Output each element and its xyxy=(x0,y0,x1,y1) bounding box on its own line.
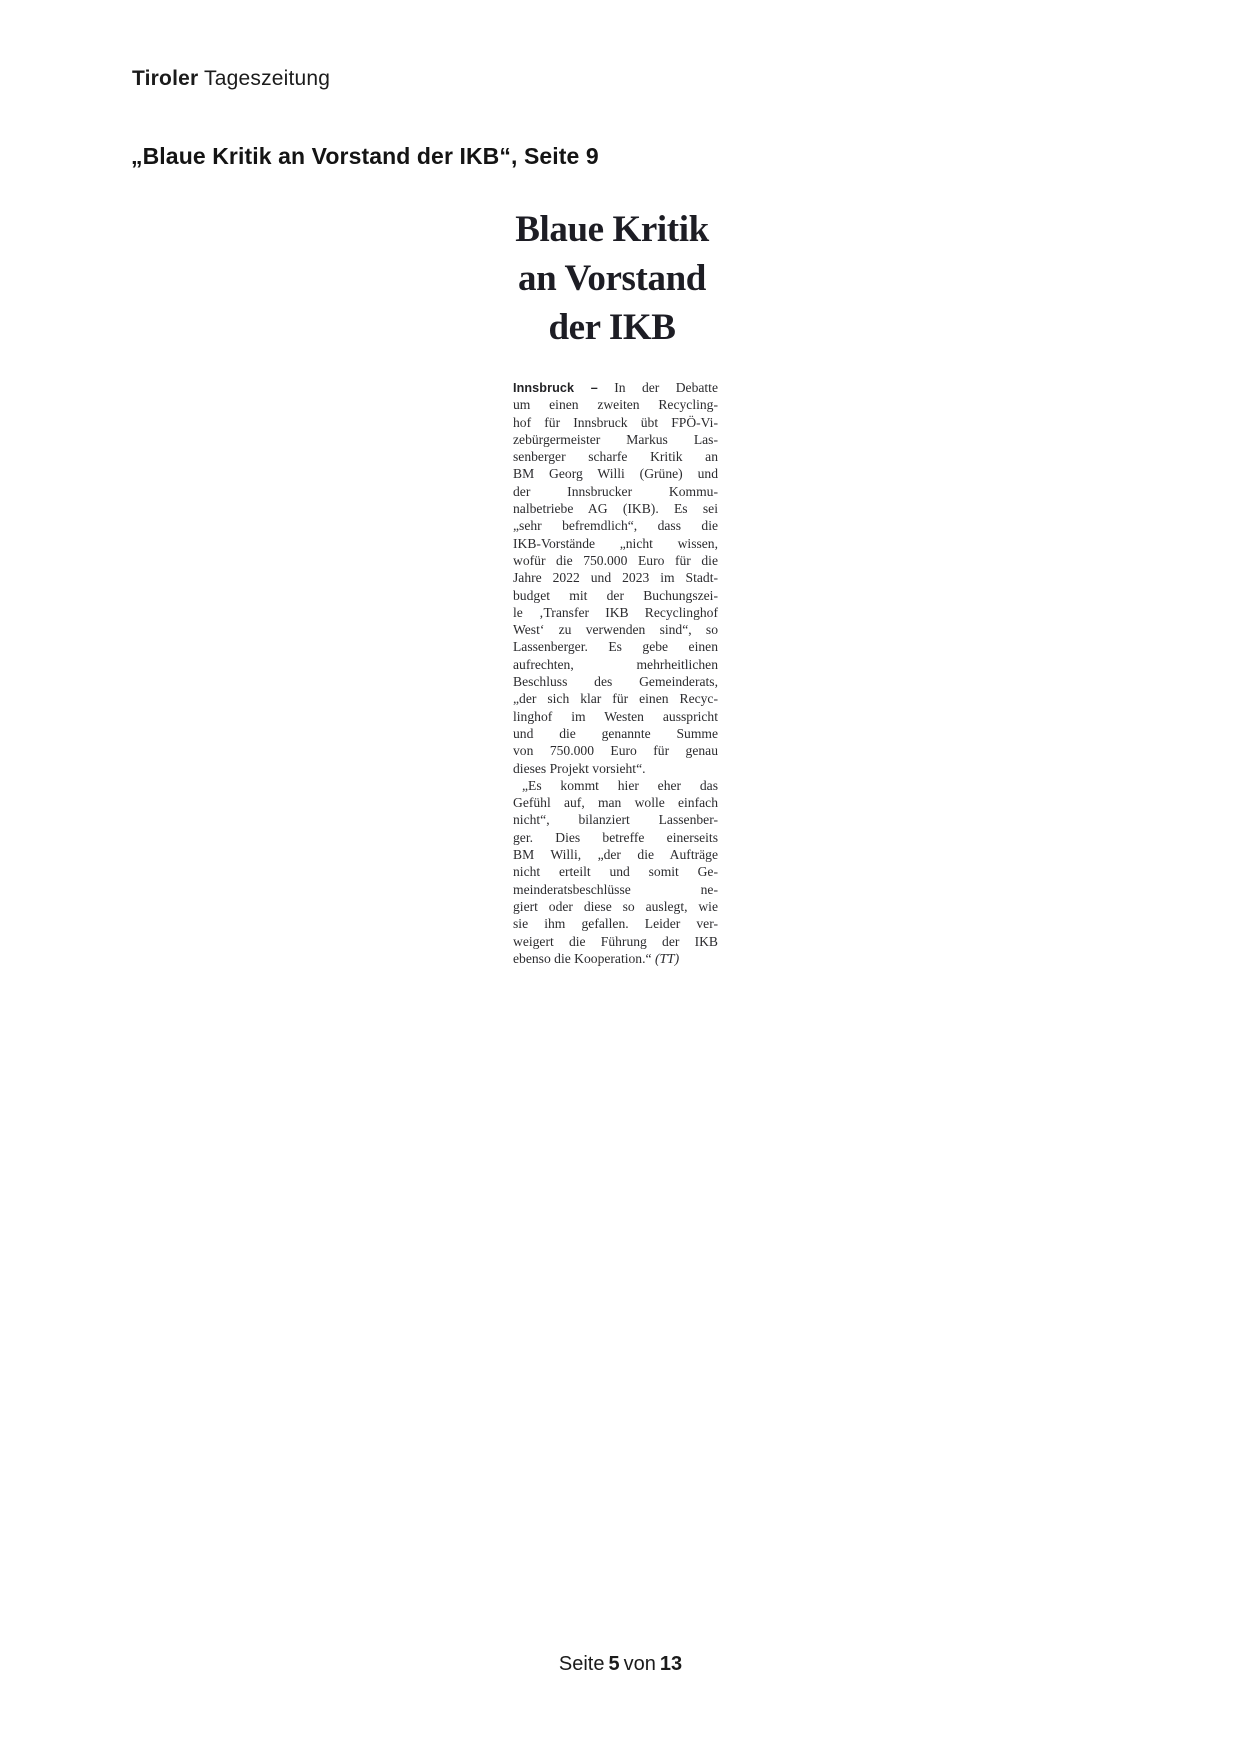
headline-line-2: an Vorstand xyxy=(518,258,706,299)
headline-line-1: Blaue Kritik xyxy=(515,209,709,250)
article-body-line: meinderatsbeschlüsse ne- xyxy=(513,881,718,897)
article-body-line: nicht“, bilanziert Lassenber- xyxy=(513,812,718,828)
article-body-line: IKB-Vorstände „nicht wissen, xyxy=(513,535,718,551)
article-body-line: zebürgermeister Markus Las- xyxy=(513,431,718,447)
article-headline xyxy=(505,205,719,352)
article-body-line: budget mit der Buchungszei- xyxy=(513,587,718,603)
footer-total-pages: 13 xyxy=(659,1653,683,1675)
masthead-brand-rest: Tageszeitung xyxy=(198,67,331,90)
article-body-line: ger. Dies betreffe einerseits xyxy=(513,829,718,845)
footer-of-label: von xyxy=(623,1653,656,1675)
article-body-line: BM Willi, „der die Aufträge xyxy=(513,847,718,863)
article-body-line: sie ihm gefallen. Leider ver- xyxy=(513,916,718,932)
headline-line-3: der IKB xyxy=(548,307,676,348)
masthead-brand-bold: Tiroler xyxy=(132,67,199,90)
article-body-line: linghof im Westen ausspricht xyxy=(513,708,718,724)
article-body-line: le ‚Transfer IKB Recyclinghof xyxy=(513,604,718,620)
footer-label: Seite xyxy=(558,1653,605,1675)
article-body-line: Gefühl auf, man wolle einfach xyxy=(513,795,718,811)
agency-credit: (TT) xyxy=(654,950,680,966)
page-footer xyxy=(0,1653,1241,1676)
article-body-line: nalbetriebe AG (IKB). Es sei xyxy=(513,501,718,517)
article-body-line: der Innsbrucker Kommu- xyxy=(513,483,718,499)
article-body-line: von 750.000 Euro für genau xyxy=(513,743,718,759)
article-body-line: Jahre 2022 und 2023 im Stadt- xyxy=(513,570,718,586)
article-body-line: Innsbruck – In der Debatte xyxy=(513,380,718,395)
article-body-line: Lassenberger. Es gebe einen xyxy=(513,639,718,655)
article-body-line: „sehr befremdlich“, dass die xyxy=(513,518,718,534)
article-body-line: nicht erteilt und somit Ge- xyxy=(513,864,718,880)
article-body xyxy=(513,379,718,967)
newspaper-clipping xyxy=(505,205,725,966)
clipping-subject-line: „Blaue Kritik an Vorstand der IKB“, Seite 9 xyxy=(131,143,599,169)
article-body-line: hof für Innsbruck übt FPÖ-Vi- xyxy=(513,414,718,430)
article-body-line: und die genannte Summe xyxy=(513,725,718,741)
newspaper-masthead xyxy=(132,66,330,92)
article-body-line: ebenso die Kooperation.“ (TT) xyxy=(513,950,680,966)
article-body-line: BM Georg Willi (Grüne) und xyxy=(513,466,718,482)
article-body-line: „der sich klar für einen Recyc- xyxy=(513,691,718,707)
article-body-line: „Es kommt hier eher das xyxy=(522,777,718,793)
article-body-line: senberger scharfe Kritik an xyxy=(513,449,718,465)
article-body-line: wofür die 750.000 Euro für die xyxy=(513,552,718,568)
dateline: Innsbruck – xyxy=(513,381,598,395)
article-body-line: West‘ zu verwenden sind“, so xyxy=(513,622,718,638)
article-body-line: giert oder diese so auslegt, wie xyxy=(513,898,718,914)
article-body-line: weigert die Führung der IKB xyxy=(513,933,718,949)
article-body-line: dieses Projekt vorsieht“. xyxy=(513,760,646,776)
article-body-line: aufrechten, mehrheitlichen xyxy=(513,656,718,672)
article-body-line: um einen zweiten Recycling- xyxy=(513,397,718,413)
article-body-line: Beschluss des Gemeinderats, xyxy=(513,674,718,690)
footer-page-number: 5 xyxy=(608,1653,620,1675)
